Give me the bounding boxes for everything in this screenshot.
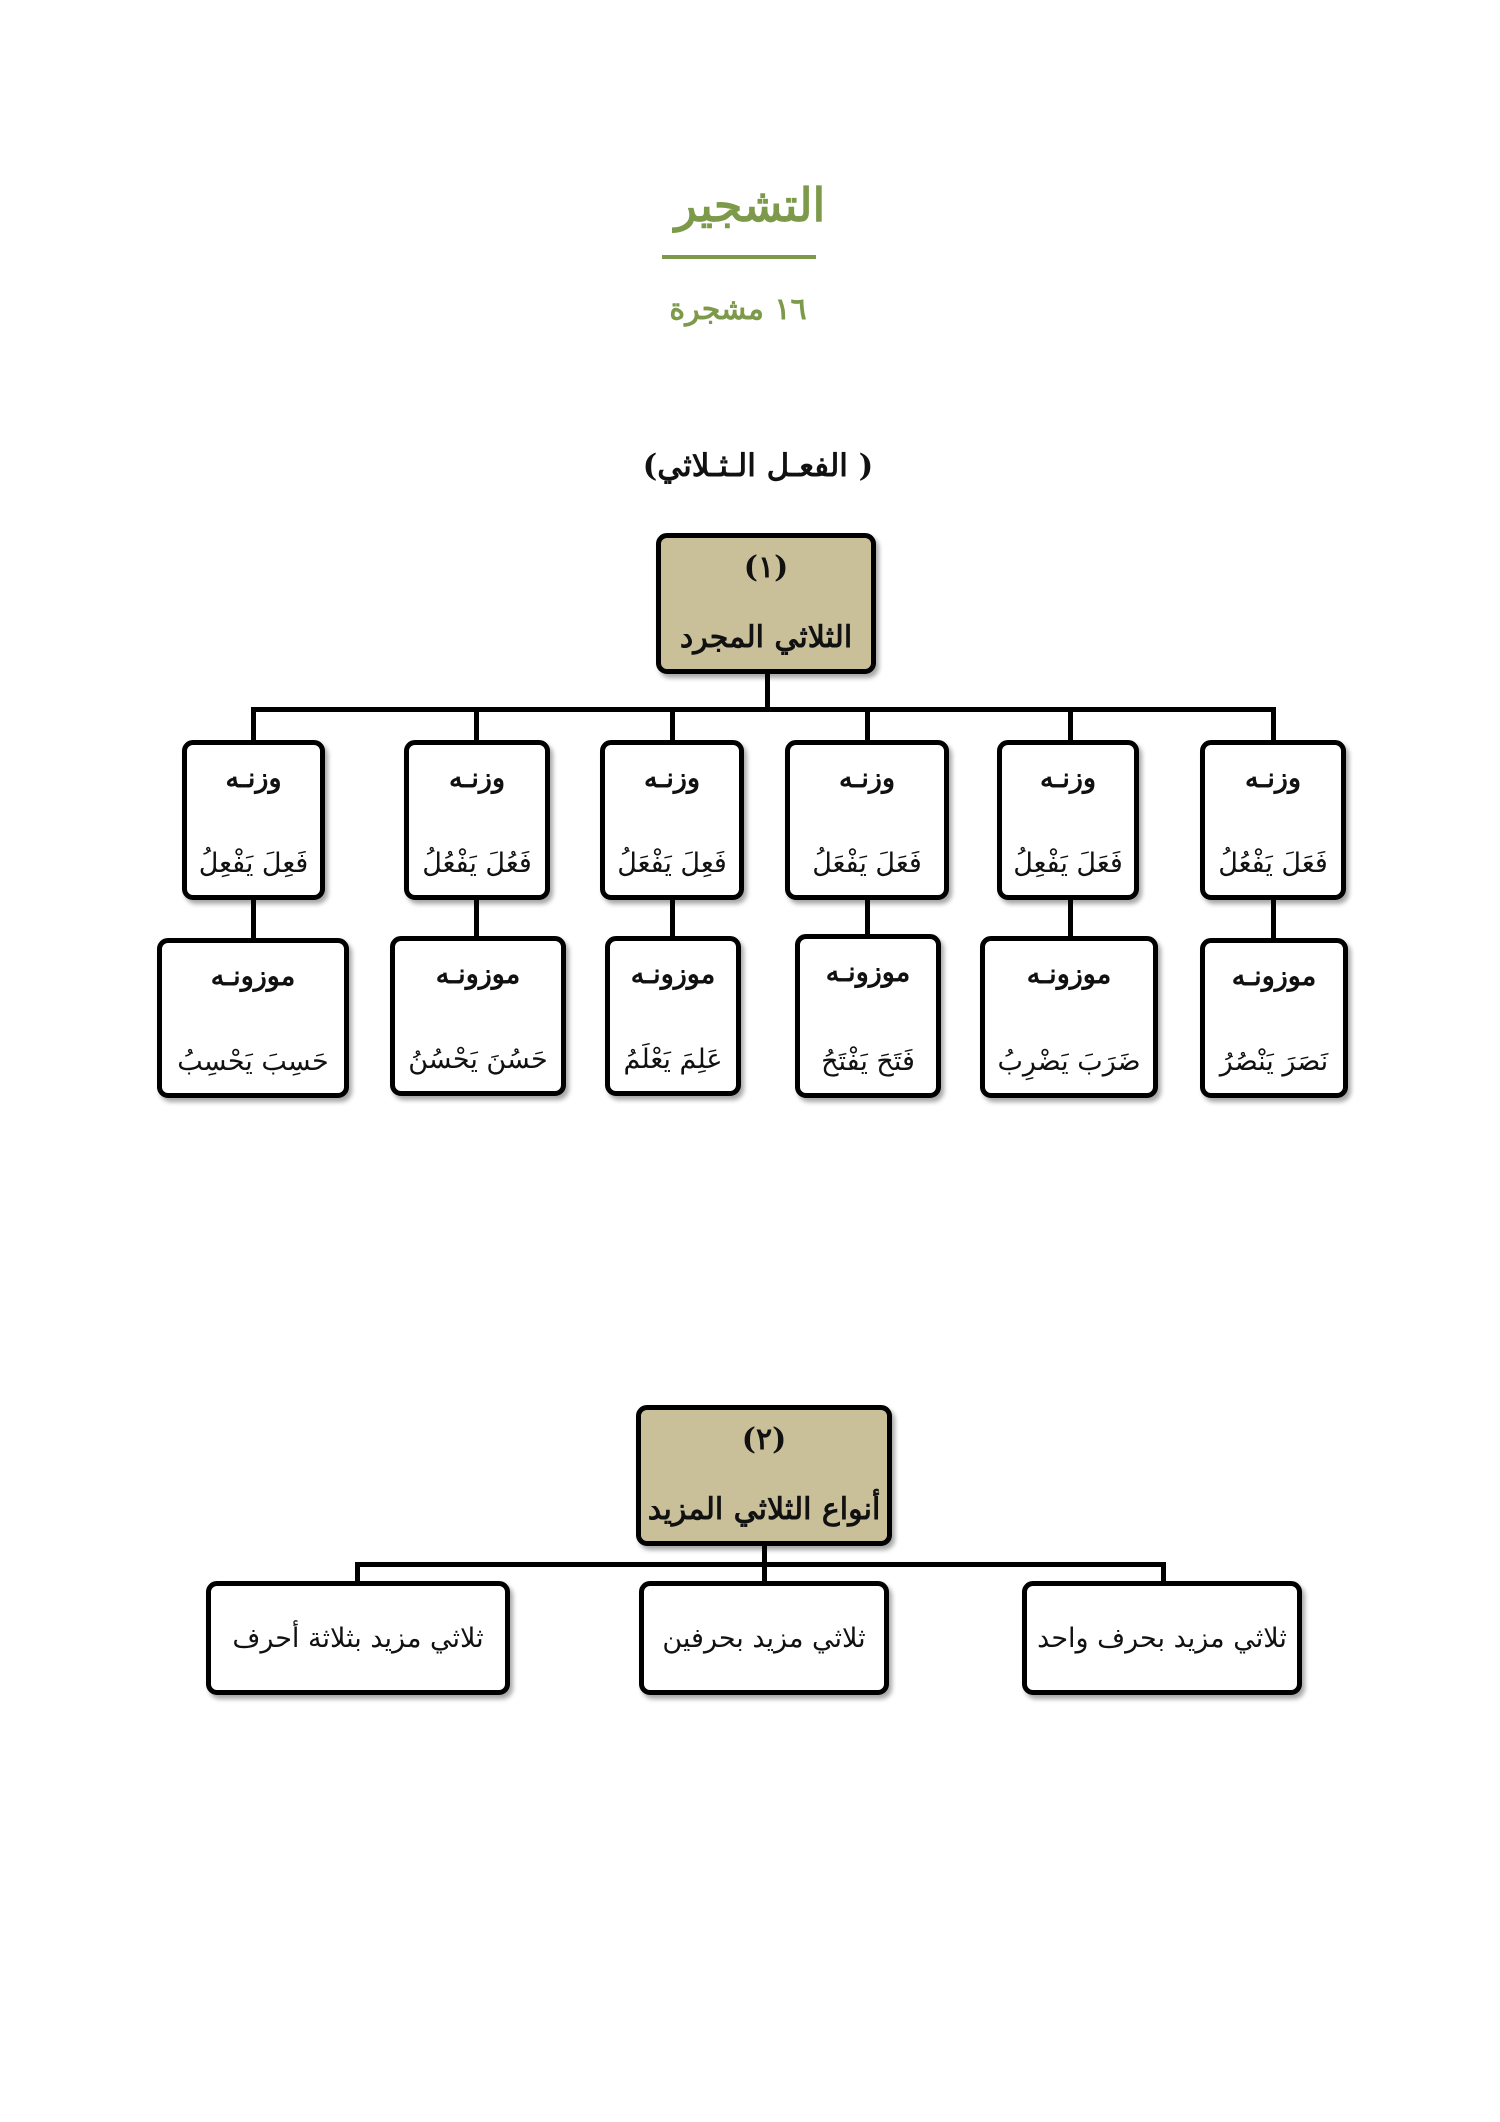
example-node <box>1200 938 1348 1098</box>
connector <box>1068 900 1073 940</box>
example-node <box>157 938 349 1098</box>
example-label: موزونـه <box>435 959 521 990</box>
pattern-node <box>1200 740 1346 900</box>
example-node <box>605 936 741 1096</box>
root-number: (١) <box>743 550 789 585</box>
pattern-value: فَعَلَ يَفْعِلُ <box>1013 848 1123 879</box>
pattern-node <box>182 740 325 900</box>
example-value: حَسِبَ يَحْسِبُ <box>177 1046 329 1077</box>
example-node <box>980 936 1158 1098</box>
example-label: موزونـه <box>210 961 296 992</box>
example-label: موزونـه <box>825 957 911 988</box>
connector <box>355 1562 1166 1567</box>
pattern-node <box>997 740 1139 900</box>
page-title: التشجير <box>674 178 826 232</box>
root-label: أنواع الثلاثي المزيد <box>647 1492 881 1527</box>
augmented-type-three-letters: ثلاثي مزيد بثلاثة أحرف <box>206 1581 510 1695</box>
title-underline <box>662 255 816 259</box>
root-label: الثلاثي المجرد <box>679 620 853 655</box>
connector <box>865 900 870 938</box>
pattern-node <box>404 740 550 900</box>
pattern-label: وزنـه <box>449 763 505 794</box>
root-node-trilateral-bare <box>656 533 876 674</box>
example-label: موزونـه <box>630 959 716 990</box>
pattern-value: فَعِلَ يَفْعَلُ <box>617 848 727 879</box>
example-label: موزونـه <box>1231 961 1317 992</box>
pattern-label: وزنـه <box>225 763 282 794</box>
pattern-value: فَعُلَ يَفْعُلُ <box>422 848 532 879</box>
connector <box>251 707 1276 712</box>
connector <box>474 900 479 938</box>
example-value: ضَرَبَ يَضْرِبُ <box>997 1046 1141 1077</box>
example-node <box>795 934 941 1098</box>
section-title: ( الفعـل الـثـلاثي) <box>642 448 874 484</box>
example-value: نَصَرَ يَنْصُرُ <box>1219 1046 1329 1077</box>
pattern-label: وزنـه <box>839 763 895 794</box>
pattern-value: فَعَلَ يَفْعُلُ <box>1218 848 1328 879</box>
pattern-value: فَعَلَ يَفْعَلُ <box>812 848 922 879</box>
root-node-trilateral-augmented <box>636 1405 892 1546</box>
connector <box>670 900 675 940</box>
connector <box>1271 900 1276 940</box>
pattern-label: وزنـه <box>644 763 700 794</box>
pattern-node <box>600 740 744 900</box>
connector <box>765 674 770 710</box>
pattern-label: وزنـه <box>1040 763 1096 794</box>
augmented-type-one-letter: ثلاثي مزيد بحرف واحد <box>1022 1581 1302 1695</box>
augmented-type-two-letters: ثلاثي مزيد بحرفين <box>639 1581 889 1695</box>
root-number: (٢) <box>741 1422 787 1457</box>
example-value: فَتَحَ يَفْتَحُ <box>821 1046 915 1077</box>
pattern-node <box>785 740 949 900</box>
example-value: عَلِمَ يَعْلَمُ <box>623 1044 723 1075</box>
diagram-count: ١٦ مشجرة <box>669 292 807 327</box>
example-node <box>390 936 566 1096</box>
example-value: حَسُنَ يَحْسُنُ <box>408 1044 548 1075</box>
pattern-label: وزنـه <box>1245 763 1301 794</box>
connector <box>251 900 256 940</box>
pattern-value: فَعِلَ يَفْعِلُ <box>198 848 309 879</box>
example-label: موزونـه <box>1026 959 1112 990</box>
